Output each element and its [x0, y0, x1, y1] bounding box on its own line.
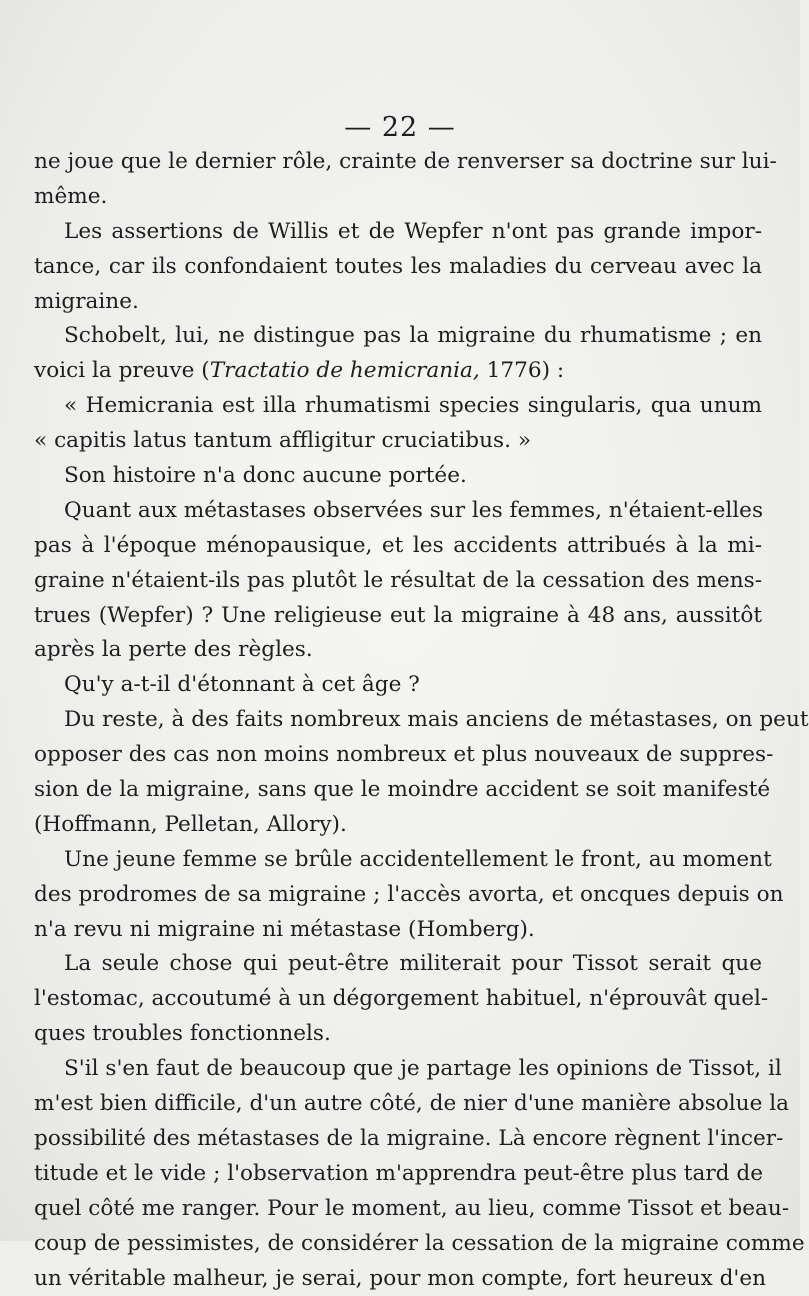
text-line: m'est bien difficile, d'un autre côté, de nier d'une manière absolue la [34, 1087, 762, 1122]
body-text [34, 145, 762, 1296]
text-line: un véritable malheur, je serai, pour mon compte, fort heureux d'en [34, 1262, 762, 1296]
text-line: ne joue que le dernier rôle, crainte de renverser sa doctrine sur lui- [34, 145, 762, 180]
text-line: Schobelt, lui, ne distingue pas la migraine du rhumatisme ; en [34, 319, 762, 354]
italic-title: Tractatio de hemicrania, [210, 358, 480, 383]
text-line: « Hemicrania est illa rhumatismi species singularis, qua unum [34, 389, 762, 424]
text-line: même. [34, 180, 762, 215]
text-line: opposer des cas non moins nombreux et plus nouveaux de suppres- [34, 738, 762, 773]
text-line: titude et le vide ; l'observation m'apprendra peut-être plus tard de [34, 1157, 762, 1192]
text-line: après la perte des règles. [34, 633, 762, 668]
text-line: pas à l'époque ménopausique, et les accidents attribués à la mi- [34, 529, 762, 564]
text-line: Qu'y a-t-il d'étonnant à cet âge ? [34, 668, 762, 703]
text-line: S'il s'en faut de beaucoup que je partage les opinions de Tissot, il [34, 1052, 762, 1087]
text-line: « capitis latus tantum affligitur cruciatibus. » [34, 424, 762, 459]
text-line: l'estomac, accoutumé à un dégorgement habituel, n'éprouvât quel- [34, 982, 762, 1017]
text-line: possibilité des métastases de la migraine. Là encore règnent l'incer- [34, 1122, 762, 1157]
text-line: Quant aux métastases observées sur les femmes, n'étaient-elles [34, 494, 762, 529]
text-line-segment: voici la preuve ( [34, 358, 210, 383]
text-line: Son histoire n'a donc aucune portée. [34, 459, 762, 494]
text-line: tance, car ils confondaient toutes les maladies du cerveau avec la [34, 250, 762, 285]
text-line: sion de la migraine, sans que le moindre accident se soit manifesté [34, 773, 762, 808]
text-line: n'a revu ni migraine ni métastase (Homberg). [34, 913, 762, 948]
text-line: migraine. [34, 285, 762, 320]
text-line: (Hoffmann, Pelletan, Allory). [34, 808, 762, 843]
text-line: trues (Wepfer) ? Une religieuse eut la migraine à 48 ans, aussitôt [34, 599, 762, 634]
text-line [34, 354, 762, 389]
text-line: coup de pessimistes, de considérer la cessation de la migraine comme [34, 1227, 762, 1262]
text-line: La seule chose qui peut-être militerait pour Tissot serait que [34, 947, 762, 982]
text-line: ques troubles fonctionnels. [34, 1017, 762, 1052]
text-line: Une jeune femme se brûle accidentellement le front, au moment [34, 843, 762, 878]
text-line: des prodromes de sa migraine ; l'accès avorta, et oncques depuis on [34, 878, 762, 913]
text-line-segment: 1776) : [480, 358, 564, 383]
text-line: Du reste, à des faits nombreux mais anciens de métastases, on peut [34, 703, 762, 738]
text-line: quel côté me ranger. Pour le moment, au lieu, comme Tissot et beau- [34, 1192, 762, 1227]
text-line: Les assertions de Willis et de Wepfer n'ont pas grande impor- [34, 215, 762, 250]
page-number: — 22 — [0, 112, 800, 143]
text-line: graine n'étaient-ils pas plutôt le résultat de la cessation des mens- [34, 564, 762, 599]
